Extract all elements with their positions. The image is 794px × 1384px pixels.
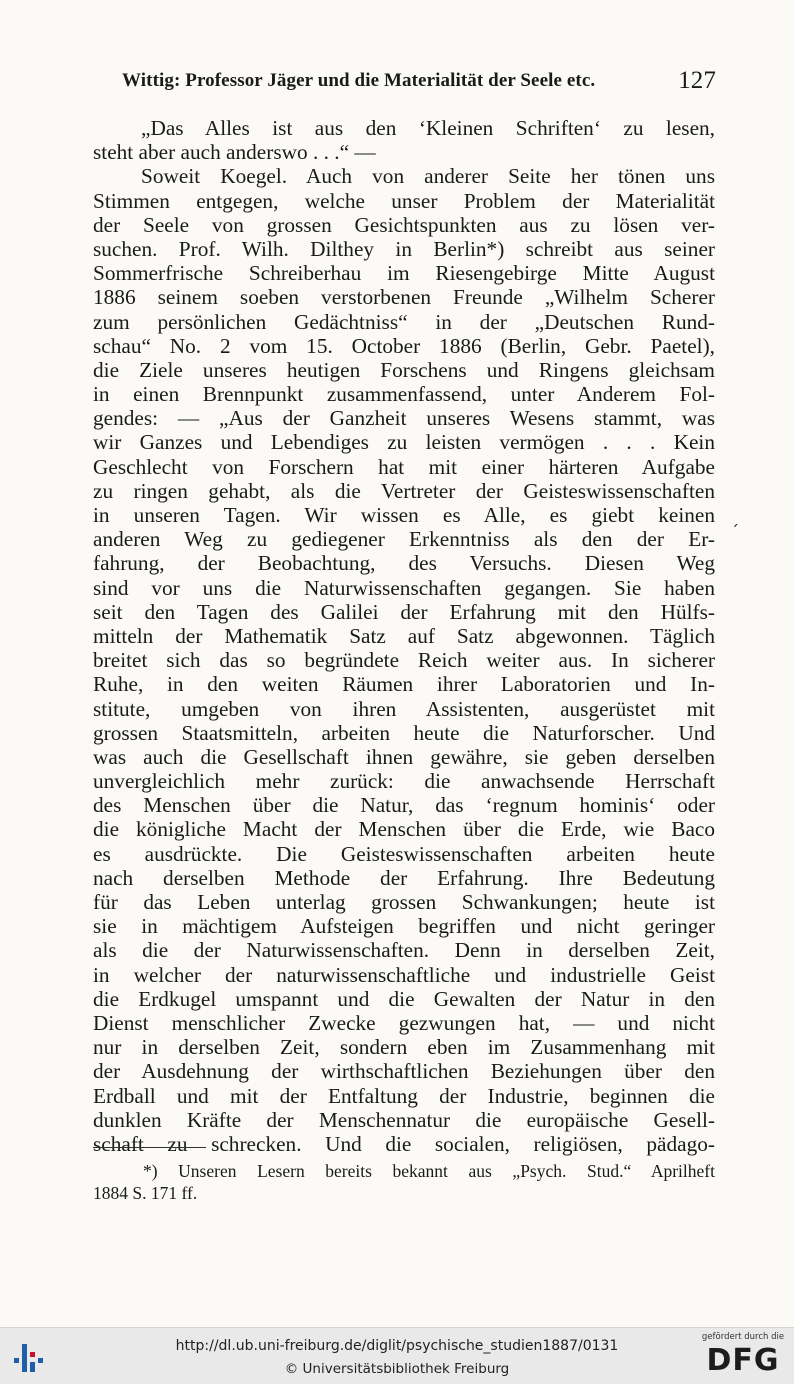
permalink-url[interactable]: http://dl.ub.uni-freiburg.de/diglit/psychische_studien1887/0131 (175, 1338, 619, 1354)
viewer-footer (0, 1327, 794, 1384)
text-line: die Ziele unseres heutigen Forschens und Ringens gleichsam (93, 357, 715, 382)
text-line: in unseren Tagen. Wir wissen es Alle, es giebt keinen (93, 503, 715, 527)
text-line: sie in mächtigem Aufsteigen begriffen und nicht geringer (93, 914, 715, 939)
footnote-line: 1884 S. 171 ff. (93, 1183, 198, 1203)
footnote-rule (93, 1147, 206, 1148)
footnote (93, 1160, 715, 1204)
text-line: was auch die Gesellschaft ihnen gewähre, sie geben derselben (93, 744, 715, 769)
text-line: schau“ No. 2 vom 15. October 1886 (Berlin, Gebr. Paetel), (93, 333, 715, 358)
text-line: breitet sich das so begründete Reich weiter aus. In sicherer (93, 648, 715, 673)
text-line: unvergleichlich mehr zurück: die anwachsende Herrschaft (93, 769, 715, 794)
text-line: anderen Weg zu gediegener Erkenntniss als den der Er- (93, 527, 715, 552)
text-line: mitteln der Mathematik Satz auf Satz abgewonnen. Täglich (93, 623, 715, 648)
text-line: Dienst menschlicher Zwecke gezwungen hat, — und nicht (93, 1010, 715, 1035)
text-line: seit den Tagen des Galilei der Erfahrung mit den Hülfs- (93, 599, 715, 624)
text-line: die Erdkugel umspannt und die Gewalten der Natur in den (93, 986, 715, 1011)
page-number: 127 (678, 67, 716, 94)
body-text (93, 116, 715, 1156)
text-line: Ruhe, in den weiten Räumen ihrer Laboratorien und In- (93, 672, 715, 697)
text-line: „Das Alles ist aus den ‘Kleinen Schriften‘ zu lesen, (141, 116, 715, 140)
text-line: suchen. Prof. Wilh. Dilthey in Berlin*) schreibt aus seiner (93, 236, 715, 261)
text-line: Soweit Koegel. Auch von anderer Seite her tönen uns (141, 164, 715, 189)
text-line: schaft zu schrecken. Und die socialen, religiösen, pädago- (93, 1131, 715, 1156)
text-line: dunklen Kräfte der Menschennatur die europäische Gesell- (93, 1107, 715, 1132)
dfg-caption: gefördert durch die (701, 1332, 785, 1342)
text-line: in welcher der naturwissenschaftliche und industrielle Geist (93, 962, 715, 987)
text-line: nur in derselben Zeit, sondern eben im Zusammenhang mit (93, 1035, 715, 1060)
text-line: es ausdrückte. Die Geisteswissenschaften arbeiten heute (93, 841, 715, 866)
text-line: der Ausdehnung der wirthschaftlichen Beziehungen über den (93, 1059, 715, 1084)
text-line: die königliche Macht der Menschen über die Erde, wie Baco (93, 817, 715, 842)
text-line: wir Ganzes und Lebendiges zu leisten vermögen . . . Kein (93, 430, 715, 455)
text-line: Stimmen entgegen, welche unser Problem der Materialität (93, 188, 715, 213)
text-line: der Seele von grossen Gesichtspunkten aus zu lösen ver- (93, 212, 715, 237)
copyright-notice: © Universitätsbibliothek Freiburg (284, 1361, 510, 1377)
footnote-line: *) Unseren Lesern bereits bekannt aus „Psych. Stud.“ Aprilheft (143, 1161, 715, 1181)
dfg-logo (700, 1332, 786, 1380)
margin-mark: ´ (731, 522, 739, 541)
text-line: zu ringen gehabt, als die Vertreter der Geisteswissenschaften (93, 478, 715, 503)
text-line: zum persönlichen Gedächtniss“ in der „Deutschen Rund- (93, 309, 715, 334)
text-line: sind vor uns die Naturwissenschaften gegangen. Sie haben (93, 575, 715, 600)
text-line: in einen Brennpunkt zusammenfassend, unter Anderem Fol- (93, 382, 715, 407)
text-line: für das Leben unterlag grossen Schwankungen; heute ist (93, 890, 715, 914)
text-line: Erdball und mit der Entfaltung der Industrie, beginnen die (93, 1083, 715, 1108)
text-line: nach derselben Methode der Erfahrung. Ihre Bedeutung (93, 865, 715, 890)
text-line: Geschlecht von Forschern hat mit einer härteren Aufgabe (93, 454, 715, 479)
text-line: Sommerfrische Schreiberhau im Riesengebirge Mitte August (93, 261, 715, 286)
text-line: gendes: — „Aus der Ganzheit unseres Wesens stammt, was (93, 406, 715, 431)
text-line: 1886 seinem soeben verstorbenen Freunde „Wilhelm Scherer (93, 285, 715, 310)
text-line: des Menschen über die Natur, das ‘regnum hominis‘ oder (93, 793, 715, 818)
text-line: grossen Staatsmitteln, arbeiten heute die Naturforscher. Und (93, 720, 715, 745)
text-line: steht aber auch anderswo . . .“ — (93, 140, 376, 165)
text-line: stitute, umgeben von ihren Assistenten, ausgerüstet mit (93, 696, 715, 721)
text-line: als die der Naturwissenschaften. Denn in derselben Zeit, (93, 938, 715, 963)
header-title: Wittig: Professor Jäger und die Materialität der Seele etc. (122, 70, 596, 91)
dfg-wordmark: DFG (706, 1343, 780, 1378)
text-line: fahrung, der Beobachtung, des Versuchs. Diesen Weg (93, 551, 715, 576)
